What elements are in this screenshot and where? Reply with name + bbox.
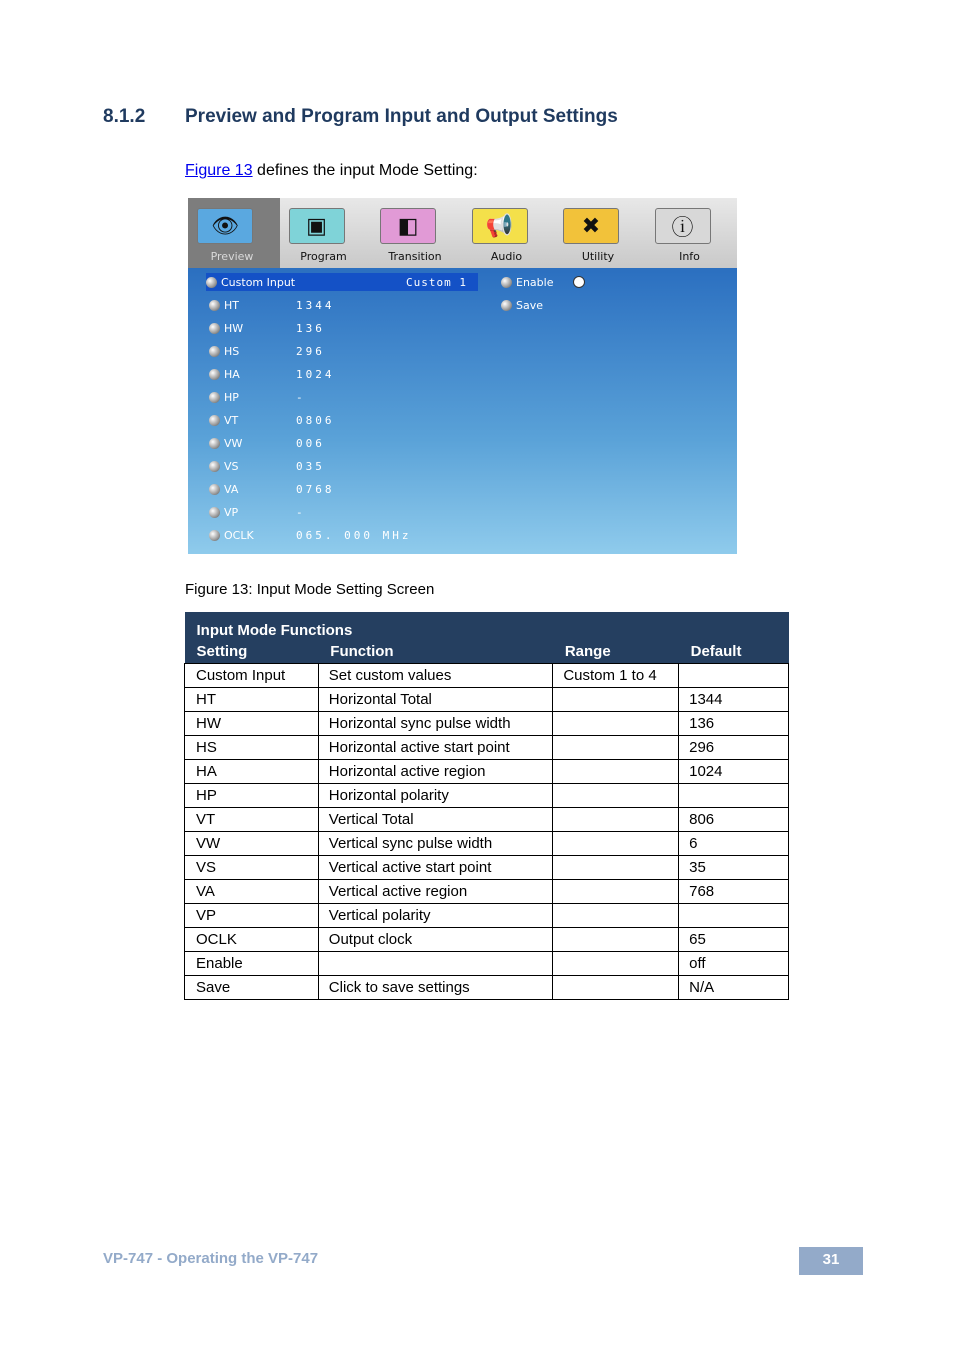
cell-function: Horizontal active start point <box>318 736 553 760</box>
cell-range <box>553 832 679 856</box>
osd-row-hs[interactable] <box>209 342 325 360</box>
cell-function: Vertical active start point <box>318 856 553 880</box>
table-row <box>185 688 789 712</box>
enable-radio-icon[interactable] <box>573 276 585 288</box>
cell-setting: Enable <box>185 952 319 976</box>
osd-row-oclk[interactable] <box>209 526 411 544</box>
cell-range <box>553 808 679 832</box>
cell-function: Vertical polarity <box>318 904 553 928</box>
osd-setting-value: 006 <box>296 436 325 450</box>
cell-default <box>679 904 789 928</box>
osd-setting-value: 065. 000 MHz <box>296 528 412 542</box>
osd-screenshot <box>188 198 737 554</box>
osd-setting-label: HA <box>224 367 240 381</box>
cell-function <box>318 952 553 976</box>
table-row <box>185 784 789 808</box>
cell-default: 136 <box>679 712 789 736</box>
cell-range <box>553 952 679 976</box>
cell-default: 768 <box>679 880 789 904</box>
osd-setting-label: VP <box>224 505 239 519</box>
bullet-icon <box>501 300 512 311</box>
osd-setting-label: HS <box>224 344 240 358</box>
megaphone-icon: 📢 <box>472 208 528 244</box>
eye-icon: 👁 <box>197 208 253 244</box>
bullet-icon <box>209 530 220 541</box>
table-row <box>185 904 789 928</box>
osd-setting-value: 296 <box>296 344 325 358</box>
osd-tab-utility[interactable] <box>554 198 646 268</box>
table-row <box>185 880 789 904</box>
bullet-icon <box>209 507 220 518</box>
osd-setting-value: 0806 <box>296 413 335 427</box>
intro-paragraph <box>185 162 478 180</box>
cell-default <box>679 784 789 808</box>
section-title: Preview and Program Input and Output Settings <box>185 106 618 127</box>
osd-setting-value: 1344 <box>296 298 335 312</box>
bullet-icon <box>209 484 220 495</box>
cell-range <box>553 760 679 784</box>
osd-custom-input-label: Custom Input <box>221 275 296 289</box>
info-icon: ⓘ <box>655 208 711 244</box>
cell-function: Click to save settings <box>318 976 553 1000</box>
cell-default: 296 <box>679 736 789 760</box>
osd-row-hp[interactable] <box>209 388 306 406</box>
cell-setting: VW <box>185 832 319 856</box>
osd-settings-panel <box>188 268 737 554</box>
osd-setting-value: 1024 <box>296 367 335 381</box>
cell-setting: Custom Input <box>185 664 319 688</box>
bullet-icon <box>501 277 512 288</box>
column-header-default: Default <box>679 639 789 664</box>
cell-range <box>553 880 679 904</box>
osd-row-hw[interactable] <box>209 319 325 337</box>
cell-function: Vertical active region <box>318 880 553 904</box>
osd-setting-value: 0768 <box>296 482 335 496</box>
table-row <box>185 712 789 736</box>
osd-setting-label: VW <box>224 436 243 450</box>
cell-default <box>679 664 789 688</box>
bullet-icon <box>209 369 220 380</box>
tools-icon: ✖ <box>563 208 619 244</box>
bullet-icon <box>209 300 220 311</box>
osd-setting-value: - <box>296 505 306 519</box>
bullet-icon <box>209 415 220 426</box>
column-header-range: Range <box>553 639 679 664</box>
cell-range <box>553 784 679 808</box>
cell-range <box>553 856 679 880</box>
figure-link[interactable]: Figure 13 <box>185 162 253 179</box>
cell-default: 806 <box>679 808 789 832</box>
osd-tab-label: Audio <box>490 250 523 263</box>
bullet-icon <box>209 323 220 334</box>
osd-tab-program[interactable] <box>280 198 372 268</box>
osd-enable-label: Enable <box>516 275 554 289</box>
osd-tab-label: Info <box>679 250 700 263</box>
osd-setting-label: VT <box>224 413 239 427</box>
osd-tab-label: Transition <box>388 250 442 263</box>
osd-tab-label: Program <box>300 250 347 263</box>
osd-row-vp[interactable] <box>209 503 306 521</box>
osd-save-label: Save <box>516 298 544 312</box>
cell-default: off <box>679 952 789 976</box>
osd-tab-info[interactable] <box>646 198 738 268</box>
table-row <box>185 760 789 784</box>
osd-setting-label: HP <box>224 390 239 404</box>
cell-range: Custom 1 to 4 <box>553 664 679 688</box>
osd-tab-label: Utility <box>581 250 615 263</box>
table-row <box>185 952 789 976</box>
cell-default: 35 <box>679 856 789 880</box>
cell-range <box>553 688 679 712</box>
cell-setting: HP <box>185 784 319 808</box>
cell-range <box>553 904 679 928</box>
osd-row-vw[interactable] <box>209 434 325 452</box>
osd-row-vt[interactable] <box>209 411 335 429</box>
osd-save-row[interactable] <box>501 296 543 314</box>
cell-function: Vertical sync pulse width <box>318 832 553 856</box>
footer-doc-title: VP-747 - Operating the VP-747 <box>103 1250 319 1267</box>
cell-function: Set custom values <box>318 664 553 688</box>
figure-caption: Figure 13: Input Mode Setting Screen <box>185 581 435 598</box>
osd-row-ht[interactable] <box>209 296 335 314</box>
osd-row-ha[interactable] <box>209 365 335 383</box>
osd-setting-value: - <box>296 390 306 404</box>
cell-setting: OCLK <box>185 928 319 952</box>
column-header-setting: Setting <box>185 639 319 664</box>
cell-setting: HA <box>185 760 319 784</box>
table-row <box>185 832 789 856</box>
cell-default: N/A <box>679 976 789 1000</box>
osd-setting-label: VS <box>224 459 239 473</box>
osd-tab-audio[interactable] <box>463 198 555 268</box>
cell-function: Horizontal polarity <box>318 784 553 808</box>
cell-default: 1024 <box>679 760 789 784</box>
osd-tab-preview[interactable] <box>188 198 280 268</box>
cell-range <box>553 736 679 760</box>
cell-setting: HS <box>185 736 319 760</box>
cell-function: Horizontal active region <box>318 760 553 784</box>
bullet-icon <box>206 277 217 288</box>
osd-custom-input-row[interactable] <box>206 273 478 291</box>
osd-row-vs[interactable] <box>209 457 325 475</box>
cell-setting: Save <box>185 976 319 1000</box>
cell-setting: VP <box>185 904 319 928</box>
cell-function: Horizontal Total <box>318 688 553 712</box>
osd-setting-label: HW <box>224 321 244 335</box>
osd-setting-label: HT <box>224 298 239 312</box>
transition-icon: ◧ <box>380 208 436 244</box>
section-heading <box>103 106 618 128</box>
bullet-icon <box>209 346 220 357</box>
osd-setting-value: 035 <box>296 459 325 473</box>
cell-default: 1344 <box>679 688 789 712</box>
table-row <box>185 664 789 688</box>
table-row <box>185 736 789 760</box>
section-number: 8.1.2 <box>103 106 146 127</box>
cell-setting: HT <box>185 688 319 712</box>
input-mode-functions-table <box>184 612 789 1000</box>
table-row <box>185 928 789 952</box>
column-header-function: Function <box>318 639 553 664</box>
cell-setting: VS <box>185 856 319 880</box>
cell-function: Vertical Total <box>318 808 553 832</box>
cell-setting: VA <box>185 880 319 904</box>
bullet-icon <box>209 461 220 472</box>
osd-tab-label: Preview <box>210 250 254 263</box>
osd-setting-value: 136 <box>296 321 325 335</box>
cell-setting: HW <box>185 712 319 736</box>
cell-range <box>553 928 679 952</box>
page-number: 31 <box>799 1247 863 1275</box>
osd-enable-row[interactable] <box>501 273 585 291</box>
cell-setting: VT <box>185 808 319 832</box>
bullet-icon <box>209 392 220 403</box>
cell-function: Horizontal sync pulse width <box>318 712 553 736</box>
table-row <box>185 976 789 1000</box>
table-row <box>185 856 789 880</box>
cell-range <box>553 976 679 1000</box>
monitor-icon: ▣ <box>289 208 345 244</box>
osd-setting-label: OCLK <box>224 528 254 542</box>
cell-function: Output clock <box>318 928 553 952</box>
osd-setting-label: VA <box>224 482 239 496</box>
bullet-icon <box>209 438 220 449</box>
intro-text: defines the input Mode Setting: <box>252 162 478 179</box>
table-row <box>185 808 789 832</box>
osd-tab-transition[interactable] <box>371 198 463 268</box>
osd-custom-input-value: Custom 1 <box>406 275 467 289</box>
cell-range <box>553 712 679 736</box>
cell-default: 6 <box>679 832 789 856</box>
osd-row-va[interactable] <box>209 480 335 498</box>
cell-default: 65 <box>679 928 789 952</box>
table-title: Input Mode Functions <box>185 612 789 639</box>
osd-menu-tabs <box>188 198 737 268</box>
